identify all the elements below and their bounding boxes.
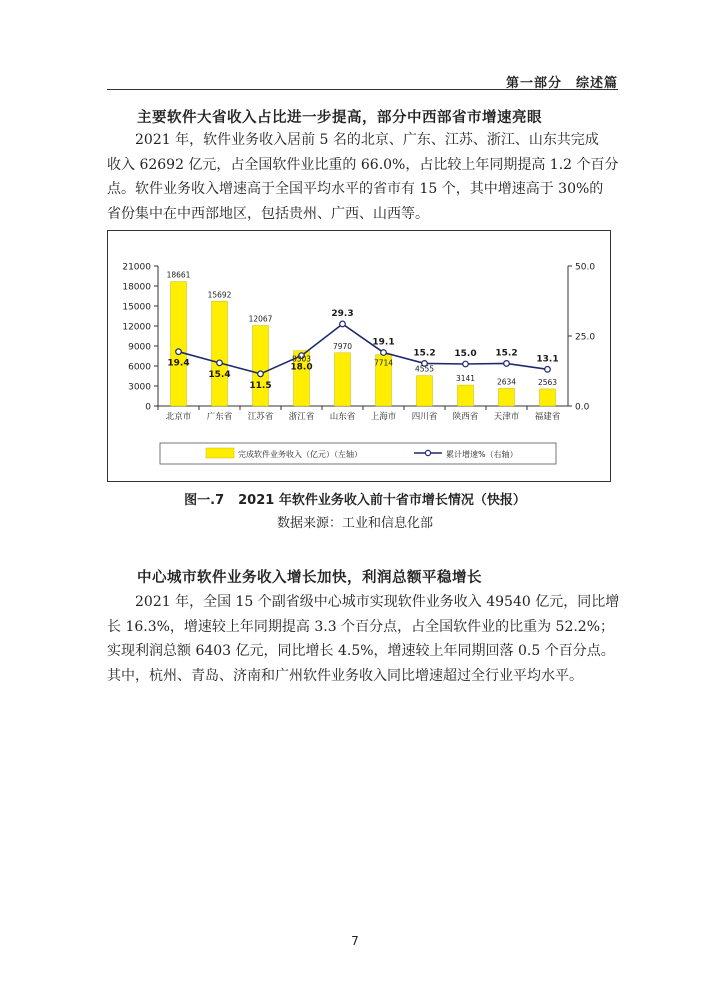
bar-value-label: 3141 — [455, 374, 476, 384]
left-axis-tick-label: 6000 — [128, 362, 151, 373]
category-label: 上海市 — [370, 412, 397, 422]
growth-point — [545, 367, 551, 373]
chart-canvas — [108, 231, 610, 481]
bar — [499, 388, 515, 406]
category-label: 山东省 — [329, 412, 356, 422]
bar-value-label: 18661 — [166, 270, 191, 280]
category-label: 广东省 — [206, 412, 233, 422]
bar — [417, 376, 433, 406]
figure-caption — [0, 489, 710, 508]
growth-value-label: 18.0 — [290, 362, 313, 373]
growth-point — [217, 360, 223, 366]
growth-point — [258, 371, 264, 377]
growth-value-label: 11.5 — [249, 380, 272, 391]
section1-line: 点。软件业务收入增速高于全国平均水平的省市有 15 个，其中增速高于 30%的 — [107, 181, 604, 197]
bar-value-label: 15692 — [207, 290, 232, 300]
category-label: 四川省 — [411, 412, 438, 422]
bar-value-label: 12067 — [248, 314, 273, 324]
growth-point — [340, 321, 346, 327]
figure-title: 2021 年软件业务收入前十省市增长情况（快报） — [238, 493, 526, 508]
legend-bar-label: 完成软件业务收入（亿元）（左轴） — [238, 450, 362, 459]
category-label: 北京市 — [165, 412, 192, 422]
bar-value-label: 8303 — [291, 354, 312, 364]
left-axis-tick-label: 3000 — [128, 382, 151, 393]
section2-heading: 中心城市软件业务收入增长加快，利润总额平稳增长 — [137, 570, 482, 586]
section2-paragraph — [107, 590, 620, 688]
chart-frame — [107, 230, 611, 482]
bar — [171, 282, 187, 406]
right-axis-tick-label: 50.0 — [575, 262, 596, 273]
bar — [540, 389, 556, 406]
section2-line: 其中，杭州、青岛、济南和广州软件业务收入同比增速超过全行业平均水平。 — [107, 667, 583, 684]
category-label: 浙江省 — [288, 412, 315, 422]
left-axis-tick-label: 21000 — [122, 262, 151, 273]
header-rule — [107, 89, 618, 90]
bar-value-label: 4555 — [414, 364, 435, 374]
left-axis-tick-label: 9000 — [128, 342, 151, 353]
growth-point — [176, 349, 182, 355]
section2-line: 实现利润总额 6403 亿元，同比增长 4.5%，增速较上年同期回落 0.5 个百分点。 — [107, 643, 615, 659]
left-axis-tick-label: 0 — [145, 402, 151, 413]
growth-point — [463, 361, 469, 367]
running-header: 第一部分 综述篇 — [505, 76, 618, 91]
growth-value-label: 15.0 — [454, 349, 477, 359]
figure-source: 数据来源：工业和信息化部 — [276, 516, 433, 531]
bar-value-label: 2634 — [496, 377, 517, 387]
legend-bar-swatch — [206, 448, 234, 458]
category-label: 陕西省 — [452, 412, 479, 422]
bar-value-label: 7714 — [373, 358, 394, 368]
section1-heading: 主要软件大省收入占比进一步提高，部分中西部省市增速亮眼 — [137, 110, 542, 126]
bar — [335, 353, 351, 406]
section1-paragraph — [107, 128, 619, 226]
left-axis-tick-label: 18000 — [122, 282, 151, 293]
bar-value-label: 2563 — [537, 377, 558, 387]
page-number: 7 — [351, 934, 359, 948]
section2-line: 2021 年，全国 15 个副省级中心城市实现软件业务收入 49540 亿元，同比增 — [135, 594, 620, 610]
section1-line: 2021 年，软件业务收入居前 5 名的北京、广东、江苏、浙江、山东共完成 — [135, 132, 599, 148]
growth-value-label: 15.4 — [208, 369, 231, 380]
section1-line: 省份集中在中西部地区，包括贵州、广西、山西等。 — [107, 205, 429, 222]
bar — [458, 385, 474, 406]
growth-value-label: 13.1 — [536, 354, 559, 365]
growth-line — [179, 324, 548, 374]
legend-line-label: 累计增速%（右轴） — [446, 450, 518, 459]
growth-value-label: 15.2 — [413, 348, 436, 359]
right-axis-tick-label: 0.0 — [575, 402, 590, 413]
category-label: 天津市 — [493, 412, 520, 422]
category-label: 江苏省 — [247, 412, 274, 422]
growth-value-label: 19.1 — [372, 337, 395, 348]
section2-line: 长 16.3%，增速较上年同期提高 3.3 个百分点，占全国软件业的比重为 52.2%； — [107, 618, 615, 635]
bar — [212, 301, 228, 406]
growth-point — [381, 350, 387, 356]
growth-point — [504, 361, 510, 367]
bar-value-label: 7970 — [332, 341, 353, 351]
bar — [253, 326, 269, 406]
figure-number: 图一.7 — [184, 493, 225, 508]
category-label: 福建省 — [534, 412, 561, 422]
legend-line-marker — [425, 450, 430, 455]
growth-value-label: 29.3 — [331, 308, 354, 319]
left-axis-tick-label: 12000 — [122, 322, 151, 333]
section1-line: 收入 62692 亿元，占全国软件业比重的 66.0%，占比较上年同期提高 1.2 个百分 — [107, 156, 619, 173]
left-axis-tick-label: 15000 — [122, 302, 151, 313]
growth-value-label: 19.4 — [167, 358, 190, 369]
right-axis-tick-label: 25.0 — [575, 332, 596, 343]
growth-value-label: 15.2 — [495, 348, 518, 359]
